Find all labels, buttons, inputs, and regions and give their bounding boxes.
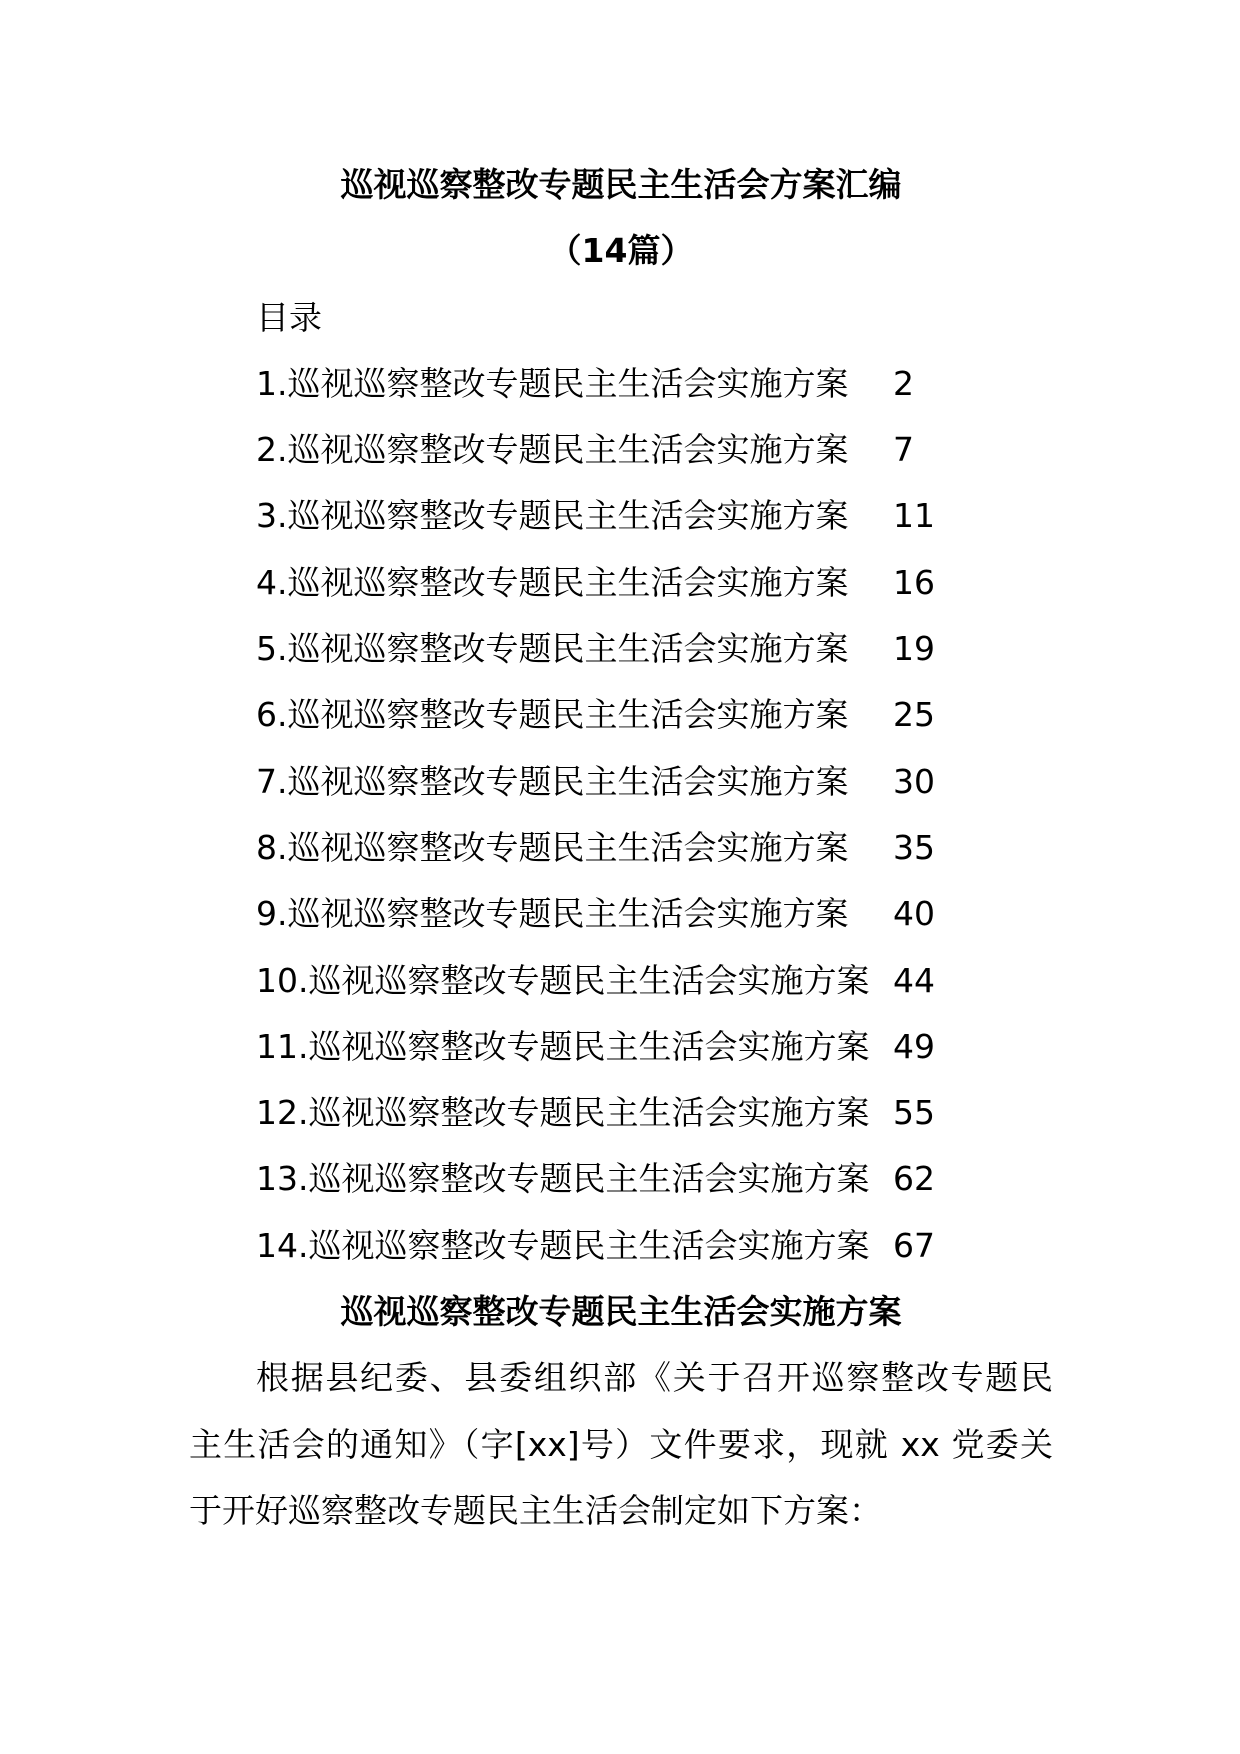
toc-entry xyxy=(189,948,1053,1014)
toc-entry-title: 9.巡视巡察整改专题民主生活会实施方案 xyxy=(256,894,849,934)
toc-entry-page-number: 7 xyxy=(893,430,914,470)
toc-entry-title: 10.巡视巡察整改专题民主生活会实施方案 xyxy=(256,960,870,1000)
toc-entry-page-number: 44 xyxy=(893,960,935,1000)
toc-entry-page-number: 25 xyxy=(893,695,935,735)
toc-entry xyxy=(189,682,1053,748)
toc-entry-page-number: 62 xyxy=(893,1159,935,1199)
toc-entry-page-number: 16 xyxy=(893,562,935,602)
toc-entry-page-number: 30 xyxy=(893,761,935,801)
toc-entry-title: 5.巡视巡察整改专题民主生活会实施方案 xyxy=(256,629,849,669)
toc-entry-page-number: 11 xyxy=(893,496,935,536)
toc-entry-page-number: 19 xyxy=(893,629,935,669)
toc-entry-page-number: 35 xyxy=(893,827,935,867)
toc-entry-title: 4.巡视巡察整改专题民主生活会实施方案 xyxy=(256,562,849,602)
toc-entry-title: 14.巡视巡察整改专题民主生活会实施方案 xyxy=(256,1225,870,1265)
toc-entry xyxy=(189,1014,1053,1080)
toc-entry-page-number: 49 xyxy=(893,1026,935,1066)
toc-entry xyxy=(189,1213,1053,1279)
toc-entry-title: 13.巡视巡察整改专题民主生活会实施方案 xyxy=(256,1159,870,1199)
document-title: 巡视巡察整改专题民主生活会方案汇编 xyxy=(340,165,902,204)
toc-entry-page-number: 40 xyxy=(893,894,935,934)
toc-entry-page-number: 2 xyxy=(893,363,914,403)
toc-entry-page-number: 55 xyxy=(893,1093,935,1133)
toc-entry xyxy=(189,1080,1053,1146)
toc-entry xyxy=(189,1146,1053,1212)
paragraph-line: 于开好巡察整改专题民主生活会制定如下方案： xyxy=(189,1490,882,1530)
toc-entry xyxy=(189,417,1053,483)
toc-entry-title: 3.巡视巡察整改专题民主生活会实施方案 xyxy=(256,496,849,536)
page-body xyxy=(189,152,1053,1544)
toc-entry-title: 1.巡视巡察整改专题民主生活会实施方案 xyxy=(256,363,849,403)
document-subtitle: （14篇） xyxy=(548,231,694,271)
paragraph-line: 主生活会的通知》（字[xx]号）文件要求，现就 xx 党委关 xyxy=(189,1424,1053,1464)
section-heading: 巡视巡察整改专题民主生活会实施方案 xyxy=(340,1292,902,1332)
toc-entry xyxy=(189,815,1053,881)
toc-entry-title: 8.巡视巡察整改专题民主生活会实施方案 xyxy=(256,827,849,867)
toc-entry-title: 7.巡视巡察整改专题民主生活会实施方案 xyxy=(256,761,849,801)
toc-entry-page-number: 67 xyxy=(893,1225,935,1265)
toc-heading: 目录 xyxy=(256,297,322,337)
toc-entry-title: 12.巡视巡察整改专题民主生活会实施方案 xyxy=(256,1093,870,1133)
toc-entry xyxy=(189,351,1053,417)
toc-entry-title: 6.巡视巡察整改专题民主生活会实施方案 xyxy=(256,695,849,735)
body-paragraph xyxy=(189,1345,1053,1544)
toc-entry xyxy=(189,550,1053,616)
toc-entry-title: 2.巡视巡察整改专题民主生活会实施方案 xyxy=(256,430,849,470)
toc-entry xyxy=(189,616,1053,682)
paragraph-line: 根据县纪委、县委组织部《关于召开巡察整改专题民 xyxy=(256,1358,1053,1398)
table-of-contents xyxy=(189,351,1053,1279)
toc-entry xyxy=(189,483,1053,549)
toc-entry xyxy=(189,881,1053,947)
toc-entry xyxy=(189,749,1053,815)
toc-entry-title: 11.巡视巡察整改专题民主生活会实施方案 xyxy=(256,1026,870,1066)
